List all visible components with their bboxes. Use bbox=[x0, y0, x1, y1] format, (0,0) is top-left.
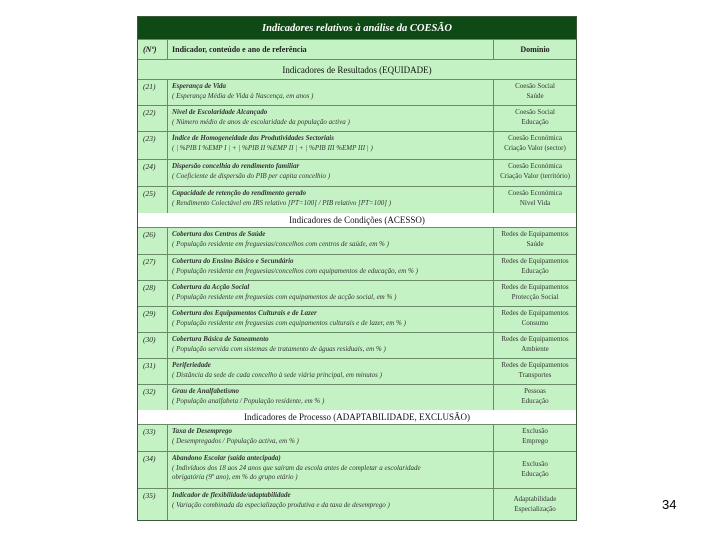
row-domain-primary: Pessoas bbox=[524, 387, 546, 395]
table-row bbox=[138, 488, 576, 520]
table-row bbox=[138, 227, 576, 254]
row-domain bbox=[494, 80, 576, 105]
row-indicator: Taxa de Desemprego bbox=[172, 427, 233, 435]
table-row bbox=[138, 306, 576, 332]
row-indicator: Abandono Escolar (saída antecipada) bbox=[172, 454, 281, 462]
row-description bbox=[168, 425, 494, 451]
table-row bbox=[138, 131, 576, 159]
row-source-continued: obrigatória (9º ano), em % do grupo etário ) bbox=[172, 473, 298, 481]
row-description bbox=[168, 132, 494, 159]
row-source: ( População residente em freguesias com equipamentos culturais e de lazer, em % ) bbox=[172, 318, 406, 327]
row-domain bbox=[494, 255, 576, 280]
row-indicator: Capacidade de retenção do rendimento gerado bbox=[172, 189, 306, 197]
row-domain-primary: Redes de Equipamentos bbox=[501, 257, 569, 265]
row-indicator: Esperança de Vida bbox=[172, 82, 227, 90]
row-indicator: Dispersão concelhia do rendimento familiar bbox=[172, 162, 300, 170]
row-domain bbox=[494, 385, 576, 410]
row-description bbox=[168, 187, 494, 213]
row-source: ( Distância da sede de cada concelho à sede viária principal, em minutos ) bbox=[172, 370, 382, 379]
row-domain-secondary: Consumo bbox=[521, 318, 549, 327]
row-domain bbox=[494, 187, 576, 213]
row-description bbox=[168, 385, 494, 410]
row-num: (24) bbox=[138, 160, 168, 186]
row-source: ( Número médio de anos de escolaridade da população activa ) bbox=[172, 117, 350, 126]
row-num: (31) bbox=[138, 359, 168, 384]
row-description bbox=[168, 106, 494, 131]
header-num: (Nº) bbox=[138, 40, 168, 59]
row-source: ( Variação combinada da especialização produtiva e da taxa de desemprego ) bbox=[172, 500, 390, 509]
row-domain-secondary: Ambiente bbox=[521, 344, 549, 353]
row-source: ( Coeficiente de dispersão do PIB per capita concelhio ) bbox=[172, 171, 331, 180]
table-row bbox=[138, 332, 576, 358]
table-row bbox=[138, 254, 576, 280]
row-domain-primary: Redes de Equipamentos bbox=[501, 230, 569, 238]
row-domain bbox=[494, 333, 576, 358]
row-num: (32) bbox=[138, 385, 168, 410]
row-source: ( População analfabeta / População residente, em % ) bbox=[172, 396, 325, 405]
row-indicator: Indicador de flexibilidade/adaptabilidade bbox=[172, 491, 291, 499]
row-domain-primary: Redes de Equipamentos bbox=[501, 361, 569, 369]
row-num: (27) bbox=[138, 255, 168, 280]
row-domain-secondary: Educação bbox=[521, 266, 549, 275]
page-number: 34 bbox=[662, 497, 677, 512]
row-num: (30) bbox=[138, 333, 168, 358]
table-row bbox=[138, 159, 576, 186]
row-indicator: Cobertura do Ensino Básico e Secundário bbox=[172, 257, 294, 265]
row-num: (22) bbox=[138, 106, 168, 131]
row-source: ( População residente em freguesias/concelhos com centros de saúde, em % ) bbox=[172, 239, 389, 248]
table-row bbox=[138, 186, 576, 213]
row-domain bbox=[494, 132, 576, 159]
table-row bbox=[138, 384, 576, 410]
row-domain-secondary: Emprego bbox=[522, 436, 548, 445]
section-title-results: Indicadores de Resultados (EQUIDADE) bbox=[138, 59, 576, 79]
row-description bbox=[168, 80, 494, 105]
row-domain bbox=[494, 281, 576, 306]
table-row bbox=[138, 424, 576, 451]
row-num: (34) bbox=[138, 452, 168, 488]
row-indicator: Cobertura Básica de Saneamento bbox=[172, 335, 269, 343]
row-num: (33) bbox=[138, 425, 168, 451]
row-domain-primary: Exclusão bbox=[522, 460, 548, 468]
row-description bbox=[168, 281, 494, 306]
row-domain-primary: Coesão Económica bbox=[508, 134, 562, 142]
row-description bbox=[168, 452, 494, 488]
row-domain-secondary: Educação bbox=[521, 469, 549, 478]
row-domain-primary: Coesão Económica bbox=[508, 189, 562, 197]
row-source: ( Desempregados / População activa, em % ) bbox=[172, 436, 299, 445]
row-domain-secondary: Criação Valor (território) bbox=[500, 171, 570, 180]
row-domain-secondary: Saúde bbox=[526, 239, 544, 248]
row-source: ( Rendimento Colectável em IRS relativo [PT=100] / PIB relativo [PT=100] ) bbox=[172, 198, 392, 207]
row-domain-primary: Redes de Equipamentos bbox=[501, 335, 569, 343]
row-domain bbox=[494, 425, 576, 451]
row-source: ( Indivíduos dos 18 aos 24 anos que saíram da escola antes de completar a escolaridade bbox=[172, 463, 421, 472]
table-row bbox=[138, 79, 576, 105]
row-domain-secondary: Educação bbox=[521, 117, 549, 126]
row-domain bbox=[494, 307, 576, 332]
row-indicator: Índice de Homogeneidade das Produtividades Sectoriais bbox=[172, 134, 334, 142]
row-domain bbox=[494, 359, 576, 384]
row-indicator: Cobertura da Acção Social bbox=[172, 283, 250, 291]
row-source: ( População residente em freguesias/concelhos com equipamentos de educação, em % ) bbox=[172, 266, 418, 275]
row-indicator: Nível de Escolaridade Alcançado bbox=[172, 108, 268, 116]
row-domain-primary: Adaptabilidade bbox=[513, 495, 557, 503]
row-domain-primary: Redes de Equipamentos bbox=[501, 309, 569, 317]
row-description bbox=[168, 160, 494, 186]
row-num: (29) bbox=[138, 307, 168, 332]
row-num: (35) bbox=[138, 489, 168, 520]
row-domain bbox=[494, 160, 576, 186]
row-num: (28) bbox=[138, 281, 168, 306]
table-header-row bbox=[138, 39, 576, 59]
section-title-process: Indicadores de Processo (ADAPTABILIDADE, EXCLUSÃO) bbox=[138, 410, 576, 424]
table-row bbox=[138, 358, 576, 384]
row-description bbox=[168, 333, 494, 358]
table-row bbox=[138, 280, 576, 306]
row-source: ( | %PIB I %EMP I | + | %PIB II %EMP II | + | %PIB III %EMP III | ) bbox=[172, 143, 373, 152]
row-domain-primary: Exclusão bbox=[522, 427, 548, 435]
row-indicator: Cobertura dos Centros de Saúde bbox=[172, 230, 266, 238]
row-domain-primary: Coesão Social bbox=[515, 108, 555, 116]
row-domain-secondary: Educação bbox=[521, 396, 549, 405]
row-domain bbox=[494, 228, 576, 254]
row-domain bbox=[494, 106, 576, 131]
table-row bbox=[138, 451, 576, 488]
row-num: (23) bbox=[138, 132, 168, 159]
row-domain bbox=[494, 452, 576, 488]
section-title-conditions: Indicadores de Condições (ACESSO) bbox=[138, 213, 576, 227]
row-description bbox=[168, 489, 494, 520]
row-description bbox=[168, 228, 494, 254]
row-domain-secondary: Saúde bbox=[526, 91, 544, 100]
row-indicator: Cobertura dos Equipamentos Culturais e de Lazer bbox=[172, 309, 317, 317]
row-domain-primary: Coesão Económica bbox=[508, 162, 562, 170]
row-indicator: Periferiedade bbox=[172, 361, 211, 369]
row-domain-secondary: Transportes bbox=[518, 370, 552, 379]
row-domain-secondary: Especialização bbox=[514, 504, 556, 513]
header-domain: Domínio bbox=[520, 45, 550, 54]
table-row bbox=[138, 105, 576, 131]
row-domain-secondary: Criação Valor (sector) bbox=[504, 143, 566, 152]
indicators-table bbox=[137, 16, 577, 521]
row-num: (26) bbox=[138, 228, 168, 254]
row-domain-primary: Redes de Equipamentos bbox=[501, 283, 569, 291]
row-num: (21) bbox=[138, 80, 168, 105]
row-description bbox=[168, 307, 494, 332]
row-domain-secondary: Protecção Social bbox=[511, 292, 559, 301]
header-description: Indicador, conteúdo e ano de referência bbox=[168, 40, 494, 59]
row-source: ( População residente em freguesias com equipamentos de acção social, em % ) bbox=[172, 292, 397, 301]
row-source: ( Esperança Média de Vida à Nascença, em anos ) bbox=[172, 91, 314, 100]
row-indicator: Grau de Analfabetismo bbox=[172, 387, 240, 395]
row-source: ( População servida com sistemas de tratamento de águas residuais, em % ) bbox=[172, 344, 386, 353]
row-domain bbox=[494, 489, 576, 520]
row-domain-secondary: Nível Vida bbox=[519, 198, 551, 207]
row-description bbox=[168, 255, 494, 280]
row-num: (25) bbox=[138, 187, 168, 213]
table-title: Indicadores relativos à análise da COESÃO bbox=[138, 17, 576, 39]
row-description bbox=[168, 359, 494, 384]
row-domain-primary: Coesão Social bbox=[515, 82, 555, 90]
